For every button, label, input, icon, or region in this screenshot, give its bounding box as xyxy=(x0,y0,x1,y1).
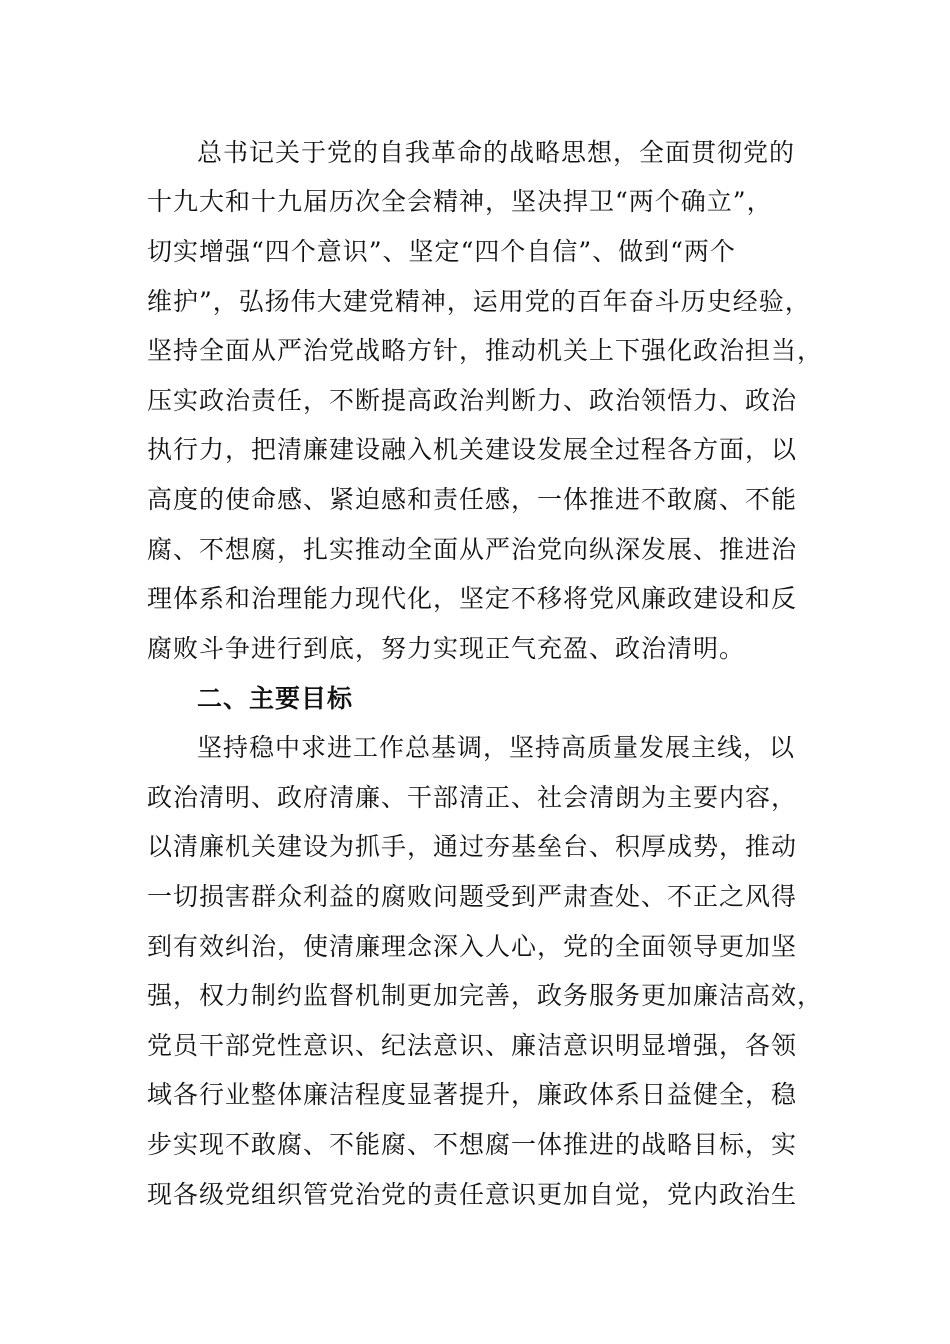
paragraph2-line-4: 一切损害群众利益的腐败问题受到严肃查处、不正之风得 xyxy=(147,882,798,911)
paragraph2-line-2: 政治清明、政府清廉、干部清正、社会清朗为主要内容， xyxy=(147,783,798,812)
paragraph1-line-3: 切实增强“四个意识”、坚定“四个自信”、做到“两个 xyxy=(147,237,736,266)
paragraph2-line-5: 到有效纠治，使清廉理念深入人心，党的全面领导更加坚 xyxy=(147,932,798,961)
section-heading: 二、主要目标 xyxy=(197,684,354,713)
paragraph1-line-11: 腐败斗争进行到底，努力实现正气充盈、政治清明。 xyxy=(147,634,746,663)
paragraph2-line-10: 现各级党组织管党治党的责任意识更加自觉，党内政治生 xyxy=(147,1180,798,1209)
paragraph1-line-6: 压实政治责任，不断提高政治判断力、政治领悟力、政治 xyxy=(147,386,798,415)
paragraph1-line-1: 总书记关于党的自我革命的战略思想，全面贯彻党的 xyxy=(197,138,796,167)
paragraph1-line-10: 理体系和治理能力现代化，坚定不移将党风廉政建设和反 xyxy=(147,584,798,613)
paragraph2-line-7: 党员干部党性意识、纪法意识、廉洁意识明显增强，各领 xyxy=(147,1031,798,1060)
paragraph2-line-6: 强，权力制约监督机制更加完善，政务服务更加廉洁高效， xyxy=(147,981,824,1010)
paragraph1-line-5: 坚持全面从严治党战略方针，推动机关上下强化政治担当， xyxy=(147,336,824,365)
paragraph2-line-3: 以清廉机关建设为抓手，通过夯基垒台、积厚成势，推动 xyxy=(147,832,798,861)
paragraph1-line-4: 维护”，弘扬伟大建党精神，运用党的百年奋斗历史经验， xyxy=(147,287,811,316)
paragraph1-line-8: 高度的使命感、紧迫感和责任感，一体推进不敢腐、不能 xyxy=(147,485,798,514)
paragraph1-line-7: 执行力，把清廉建设融入机关建设发展全过程各方面，以 xyxy=(147,435,798,464)
paragraph1-line-9: 腐、不想腐，扎实推动全面从严治党向纵深发展、推进治 xyxy=(147,535,798,564)
paragraph1-line-2: 十九大和十九届历次全会精神，坚决捍卫“两个确立”， xyxy=(147,187,773,216)
paragraph2-line-9: 步实现不敢腐、不能腐、不想腐一体推进的战略目标，实 xyxy=(147,1130,798,1159)
paragraph2-line-8: 域各行业整体廉洁程度显著提升，廉政体系日益健全，稳 xyxy=(147,1080,798,1109)
paragraph2-line-1: 坚持稳中求进工作总基调，坚持高质量发展主线，以 xyxy=(197,733,796,762)
